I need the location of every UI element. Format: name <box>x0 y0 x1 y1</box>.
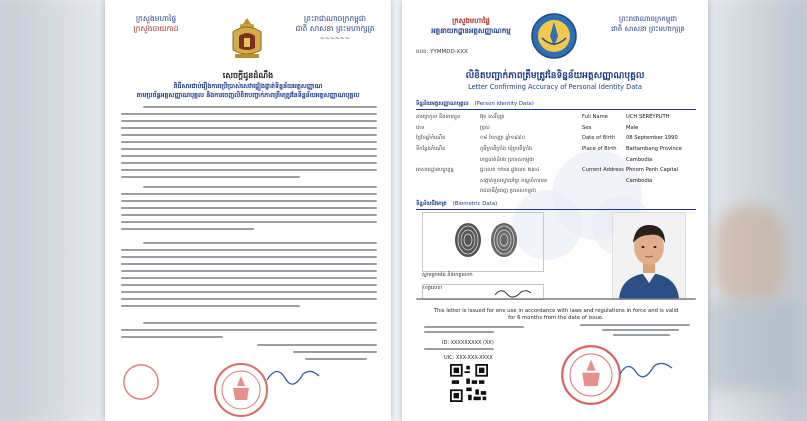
english-label: Full Name <box>582 114 608 121</box>
fingerprint-caption: ស្នាមម្រាមដៃ និងហត្ថលេខា <box>422 272 473 278</box>
text-line <box>293 351 377 353</box>
personal-data-table <box>416 112 696 197</box>
text-line <box>143 186 377 188</box>
english-value: 08 September 1990 <box>626 135 678 142</box>
personal-data-section-header <box>416 100 696 110</box>
official-seal-icon <box>213 362 269 418</box>
small-seal-icon <box>121 362 161 402</box>
background-face-blur <box>715 205 785 300</box>
identity-confirmation-letter <box>402 0 708 421</box>
text-line <box>121 162 377 164</box>
kingdom-header <box>598 14 698 34</box>
text-line <box>416 298 696 300</box>
official-seal-icon <box>560 344 622 406</box>
text-line <box>424 326 524 328</box>
khmer-label: ថ្ងៃខែឆ្នាំកំណើត <box>416 135 446 142</box>
data-row-full-name <box>416 112 696 123</box>
khmer-value: ០៨ ខែកញ្ញា ឆ្នាំ១៩៩០ <box>480 135 526 142</box>
text-line <box>305 358 367 360</box>
text-line <box>121 141 377 143</box>
text-line <box>602 329 679 331</box>
khmer-value: ផ្ទះលេខ ១២៣ ផ្លូវលេខ ២៣៤ <box>480 167 540 174</box>
khmer-value: សង្កាត់ទួលស្វាយព្រៃ ខណ្ឌចំការមន <box>480 177 548 184</box>
khmer-label: នាមត្រកូល និងនាមខ្លួន <box>416 114 461 121</box>
english-label: Current Address <box>582 167 624 174</box>
text-line <box>580 324 690 326</box>
text-line <box>121 207 377 209</box>
text-line <box>143 322 377 324</box>
royal-emblem-icon <box>225 14 269 62</box>
english-label: Date of Birth <box>582 135 616 142</box>
validity-note-english <box>416 308 696 322</box>
khmer-validity-note <box>416 298 696 305</box>
text-line <box>121 176 300 178</box>
text-line <box>121 134 377 136</box>
data-row-current-address <box>416 165 696 176</box>
uic-number: UIC: XXX-XXX-XXXX <box>444 355 493 361</box>
khmer-label: ភេទ <box>416 124 425 131</box>
text-line <box>121 336 223 338</box>
background-card-blur <box>707 300 797 390</box>
fingerprint-right-icon <box>489 221 519 259</box>
body-paragraph <box>121 186 377 235</box>
text-line <box>121 284 377 286</box>
text-line <box>257 344 377 346</box>
text-line <box>121 155 377 157</box>
english-value: UCH SEREYPUTH <box>626 114 670 121</box>
text-line <box>121 113 377 115</box>
qr-code-icon <box>450 364 488 402</box>
issuer-info-block <box>424 348 524 355</box>
signature-icon <box>616 356 676 382</box>
english-value: Phnom Penh Capital <box>626 167 679 174</box>
text-line <box>121 270 377 272</box>
data-row-date-of-birth <box>416 133 696 144</box>
subtitle-line: តាមប្រព័ន្ធអត្តសញ្ញាណបុគ្គល និងការចេញលិខិតបញ្ជាក់ភាពត្រឹមត្រូវនៃទិន្នន័យអត្តសញ្ញាណបុគ្គល <box>136 92 360 99</box>
ministry-header-left <box>121 14 191 34</box>
text-line <box>121 228 254 230</box>
validity-note-line: This letter is issued for one use in accordance with laws and regulations in force and is valid <box>433 308 679 314</box>
text-line <box>121 298 377 300</box>
english-label: Place of Birth <box>582 146 617 153</box>
khmer-value: ភូមិក្រពើក្រាំង ឃុំក្រពើក្រាំង <box>480 146 533 153</box>
issuer-info-block <box>424 326 524 336</box>
kingdom-motto: ជាតិ សាសនា ព្រះមហាក្សត្រ <box>295 24 375 33</box>
ministry-name: ក្រសួងមហាផ្ទៃ <box>452 16 490 25</box>
text-line <box>121 277 377 279</box>
text-line <box>121 249 377 251</box>
english-value: Cambodia <box>626 177 653 184</box>
fingerprint-box <box>422 212 544 272</box>
letter-title-english: Letter Confirming Accuracy of Personal Identity Data <box>468 83 642 91</box>
body-paragraph <box>121 322 377 343</box>
identification-department-logo-icon <box>530 12 578 60</box>
biometric-data-section-header <box>416 200 696 210</box>
english-value: Male <box>626 124 639 131</box>
khmer-label: ទីកន្លែងកំណើត <box>416 146 446 153</box>
validity-note-line: for 6 months from the date of issue. <box>508 315 604 321</box>
english-value: Cambodia <box>626 156 653 163</box>
text-line <box>121 263 377 265</box>
signature-caption: ហត្ថលេខា <box>423 285 443 291</box>
kingdom-header <box>289 14 381 44</box>
ministry-header-left <box>416 16 526 36</box>
text-line <box>121 148 377 150</box>
document-subtitle <box>119 82 377 100</box>
data-row-sex <box>416 123 696 134</box>
body-paragraph <box>121 106 377 183</box>
issue-date-block <box>580 324 690 341</box>
kingdom-name: ព្រះរាជាណាចក្រកម្ពុជា <box>303 14 367 23</box>
portrait-photo-icon <box>613 213 685 299</box>
data-row-current-address-cont <box>416 176 696 187</box>
section-title-english: (Biometric Data) <box>452 201 498 207</box>
text-line <box>424 348 494 350</box>
section-title-english: (Person Identity Data) <box>474 101 534 107</box>
department-name: អគ្គនាយកដ្ឋានអត្តសញ្ញាណកម្ម <box>431 26 511 35</box>
data-row-place-of-birth-cont <box>416 154 696 165</box>
signature-icon <box>263 362 323 388</box>
english-label: Sex <box>582 124 592 131</box>
notification-document <box>105 0 391 421</box>
data-row-current-address-cont2 <box>416 186 696 197</box>
data-row-place-of-birth <box>416 144 696 155</box>
department-name: ក្រសួងបាយកាដ <box>133 24 179 33</box>
text-line <box>613 334 670 336</box>
text-line <box>121 193 377 195</box>
khmer-value: អ៊ុច សេរីបុត្រ <box>480 114 505 121</box>
text-line <box>121 221 377 223</box>
text-line <box>121 169 377 171</box>
khmer-value: ខេត្តបាត់ដំបង ប្រទេសកម្ពុជា <box>480 156 535 163</box>
reference-number: លេខ: YYMMDD-XXX <box>416 49 468 55</box>
khmer-value: រាជធានីភ្នំពេញ ប្រទេសកម្ពុជា <box>480 188 536 195</box>
body-paragraph <box>121 242 377 312</box>
kingdom-name: ព្រះរាជាណាចក្រកម្ពុជា <box>618 15 677 23</box>
khmer-label: អាសយដ្ឋានបច្ចុប្បន្ន <box>416 167 454 174</box>
text-line <box>143 106 377 108</box>
text-line <box>121 291 377 293</box>
text-line <box>121 329 377 331</box>
khmer-value: ប្រុស <box>480 124 490 131</box>
id-number: ID: XXXXXXXXX (XX) <box>442 340 494 346</box>
text-line <box>121 127 377 129</box>
letter-title-khmer: លិខិតបញ្ជាក់ភាពត្រឹមត្រូវនៃទិន្នន័យអត្តសញ្ញាណបុគ្គល <box>465 71 645 81</box>
header-ornament: ~~~~~~ <box>319 35 351 42</box>
ministry-name: ក្រសួងមហាផ្ទៃ <box>135 14 177 23</box>
background-blur-left <box>0 0 110 421</box>
text-line <box>121 120 377 122</box>
text-line <box>143 242 377 244</box>
text-line <box>121 305 300 307</box>
text-line <box>424 331 494 333</box>
kingdom-motto: ជាតិ សាសនា ព្រះមហាក្សត្រ <box>611 25 685 33</box>
english-value: Battambang Province <box>626 146 682 153</box>
text-line <box>121 200 377 202</box>
fingerprint-left-icon <box>453 221 483 259</box>
text-line <box>121 214 377 216</box>
holder-photo <box>612 212 686 300</box>
section-title-khmer: ទិន្នន័យអត្តសញ្ញាណបុគ្គល <box>416 101 469 107</box>
subtitle-line: ពិធីសារជាប់រឿងការប្រើប្រាស់សេវាផ្ទៀងផ្ទាត់ទិន្នន័យអត្តសញ្ញាណ <box>173 83 323 90</box>
text-line <box>121 256 377 258</box>
holder-signature-icon <box>493 286 533 298</box>
section-title-khmer: ទិន្នន័យជីវមាត្រ <box>416 201 447 207</box>
page-title: សេចក្តីជូនដំណឹង <box>222 70 274 80</box>
